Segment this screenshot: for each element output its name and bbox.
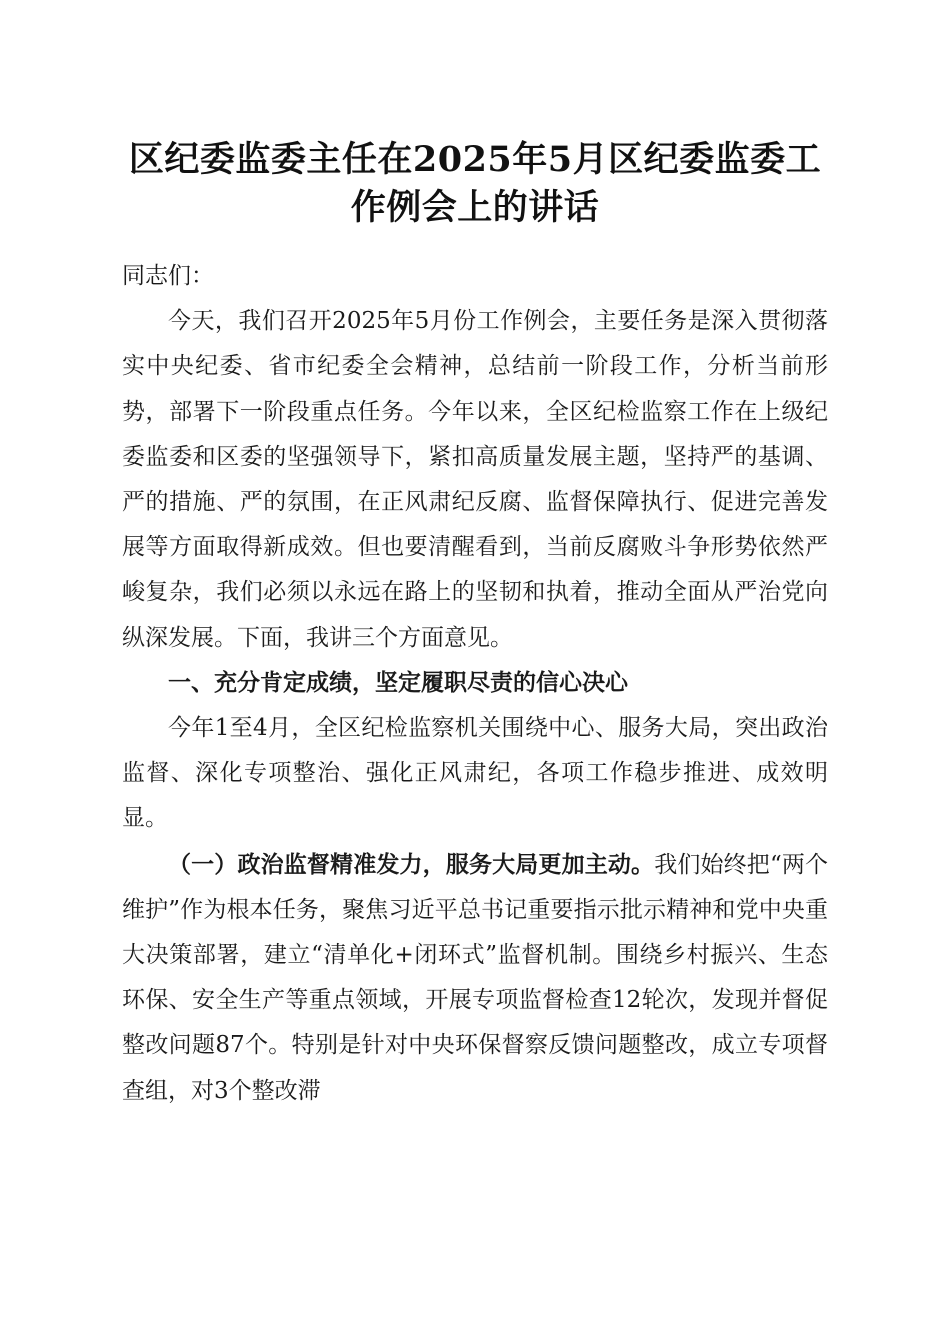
document-body <box>122 254 828 1114</box>
salutation: 同志们： <box>122 263 214 289</box>
subheading-1: （一）政治监督精准发力，服务大局更加主动。 <box>168 850 655 878</box>
paragraph-political-supervision <box>122 842 828 1114</box>
title-line-1: 区纪委监委主任在2025年5月区纪委监委工 <box>128 139 822 180</box>
paragraph-intro: 今天，我们召开2025年5月份工作例会，主要任务是深入贯彻落实中央纪委、省市纪委全会精神，总结前一阶段工作，分析当前形势，部署下一阶段重点任务。今年以来，全区纪检监察工作在上级纪委监委和区委的坚强领导下，紧扣高质量发展主题，坚持严的基调、严的措施、严的氛围，在正风肃纪反腐、监督保障执行、促进完善发展等方面取得新成效。但也要清醒看到，当前反腐败斗争形势依然严峻复杂，我们必须以永远在路上的坚韧和执着，推动全面从严治党向纵深发展。下面，我讲三个方面意见。 <box>122 308 828 651</box>
paragraph-summary: 今年1至4月，全区纪检监察机关围绕中心、服务大局，突出政治监督、深化专项整治、强化正风肃纪，各项工作稳步推进、成效明显。 <box>122 715 828 832</box>
title-line-2: 作例会上的讲话 <box>350 187 600 228</box>
section-heading-1: 一、充分肯定成绩，坚定履职尽责的信心决心 <box>168 669 628 696</box>
document-title <box>100 136 850 232</box>
paragraph-political-supervision-text: 我们始终把“两个维护”作为根本任务，聚焦习近平总书记重要指示批示精神和党中央重大决策部署，建立“清单化+闭环式”监督机制。围绕乡村振兴、生态环保、安全生产等重点领域，开展专项监督检查12轮次，发现并督促整改问题87个。特别是针对中央环保督察反馈问题整改，成立专项督查组，对3个整改滞 <box>122 851 829 1104</box>
